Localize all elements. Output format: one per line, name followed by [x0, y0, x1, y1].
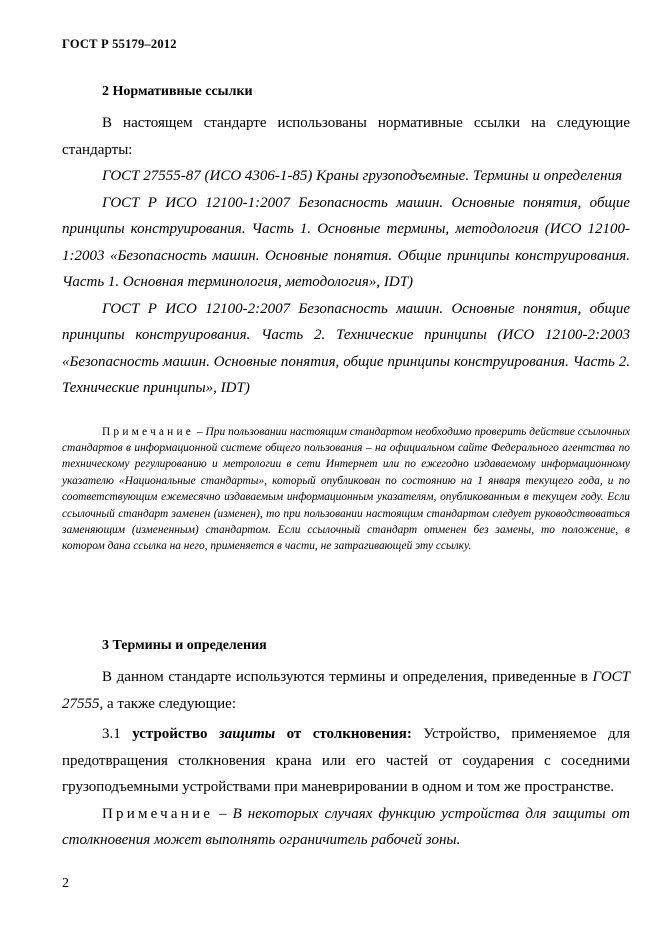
gost-reference: ГОСТ 27555 [62, 669, 630, 712]
note-label: Примечание [102, 425, 195, 438]
term-definition [62, 721, 630, 801]
term-number: 3.1 [102, 726, 133, 742]
page-number: 2 [62, 876, 69, 891]
section-2-heading: 2 Нормативные ссылки [102, 84, 253, 99]
term-definition-text: Устройство, применяемое для предотвращения столкновения крана или его частей от соударения с соседними грузоподъемными устройствами при маневрировании в одном и том же пространстве. [62, 726, 630, 795]
note-text: – При пользовании настоящим стандартом необходимо проверить действие ссылочных стандартов в информационной системе общего пользования – на официальном сайте Федерального агентства по техническому регулированию и метрологии в сети Интернет или по ежегодно издаваемому информационному указателю «Национальные стандарты», который опубликован по состоянию на 1 января текущего года, и по соответствующим ежемесячно издаваемым информационным указателям, опубликованным в текущем году. Если ссылочный стандарт заменен (изменен), то при пользовании настоящим стандартом следует руководствоваться заменяющим (измененным) стандартом. Если ссылочный стандарт отменен без замены, то положение, в котором дана ссылка на него, применяется в части, не затрагивающей эту ссылку. [62, 425, 630, 553]
reference-item: ГОСТ Р ИСО 12100-1:2007 Безопасность машин. Основные понятия, общие принципы конструирования. Часть 1. Основные термины, методология (ИСО 12100-1:2003 «Безопасность машин. Основные понятия. Общие принципы конструирования. Часть 1. Основная терминология, методология», IDT) [62, 194, 630, 290]
reference-item: ГОСТ 27555-87 (ИСО 4306-1-85) Краны грузоподъемные. Термины и определения [102, 168, 623, 184]
reference-item: ГОСТ Р ИСО 12100-2:2007 Безопасность машин. Основные понятия, общие принципы конструирования. Часть 2. Технические принципы (ИСО 12100-2:2003 «Безопасность машин. Основные понятия, общие принципы конструирования. Часть 2. Технические принципы», IDT) [62, 300, 630, 396]
section-3-intro: В данном стандарте используются термины и определения, приведенные в ГОСТ 27555, а также следующие: [62, 669, 630, 712]
section-3 [62, 638, 630, 854]
section-2-note [62, 424, 630, 555]
term-name: устройство защиты от столкновения: [132, 726, 412, 742]
section-3-note [62, 801, 630, 854]
note-label: Примечание [102, 805, 214, 822]
section-2 [62, 84, 630, 555]
section-2-intro: В настоящем стандарте использованы нормативные ссылки на следующие стандарты: [62, 115, 630, 158]
note-text: – В некоторых случаях функцию устройства для защиты от столкновения может выполнять ограничитель рабочей зоны. [62, 805, 630, 848]
section-3-heading: 3 Термины и определения [102, 638, 267, 653]
document-designation: ГОСТ Р 55179–2012 [62, 37, 177, 51]
